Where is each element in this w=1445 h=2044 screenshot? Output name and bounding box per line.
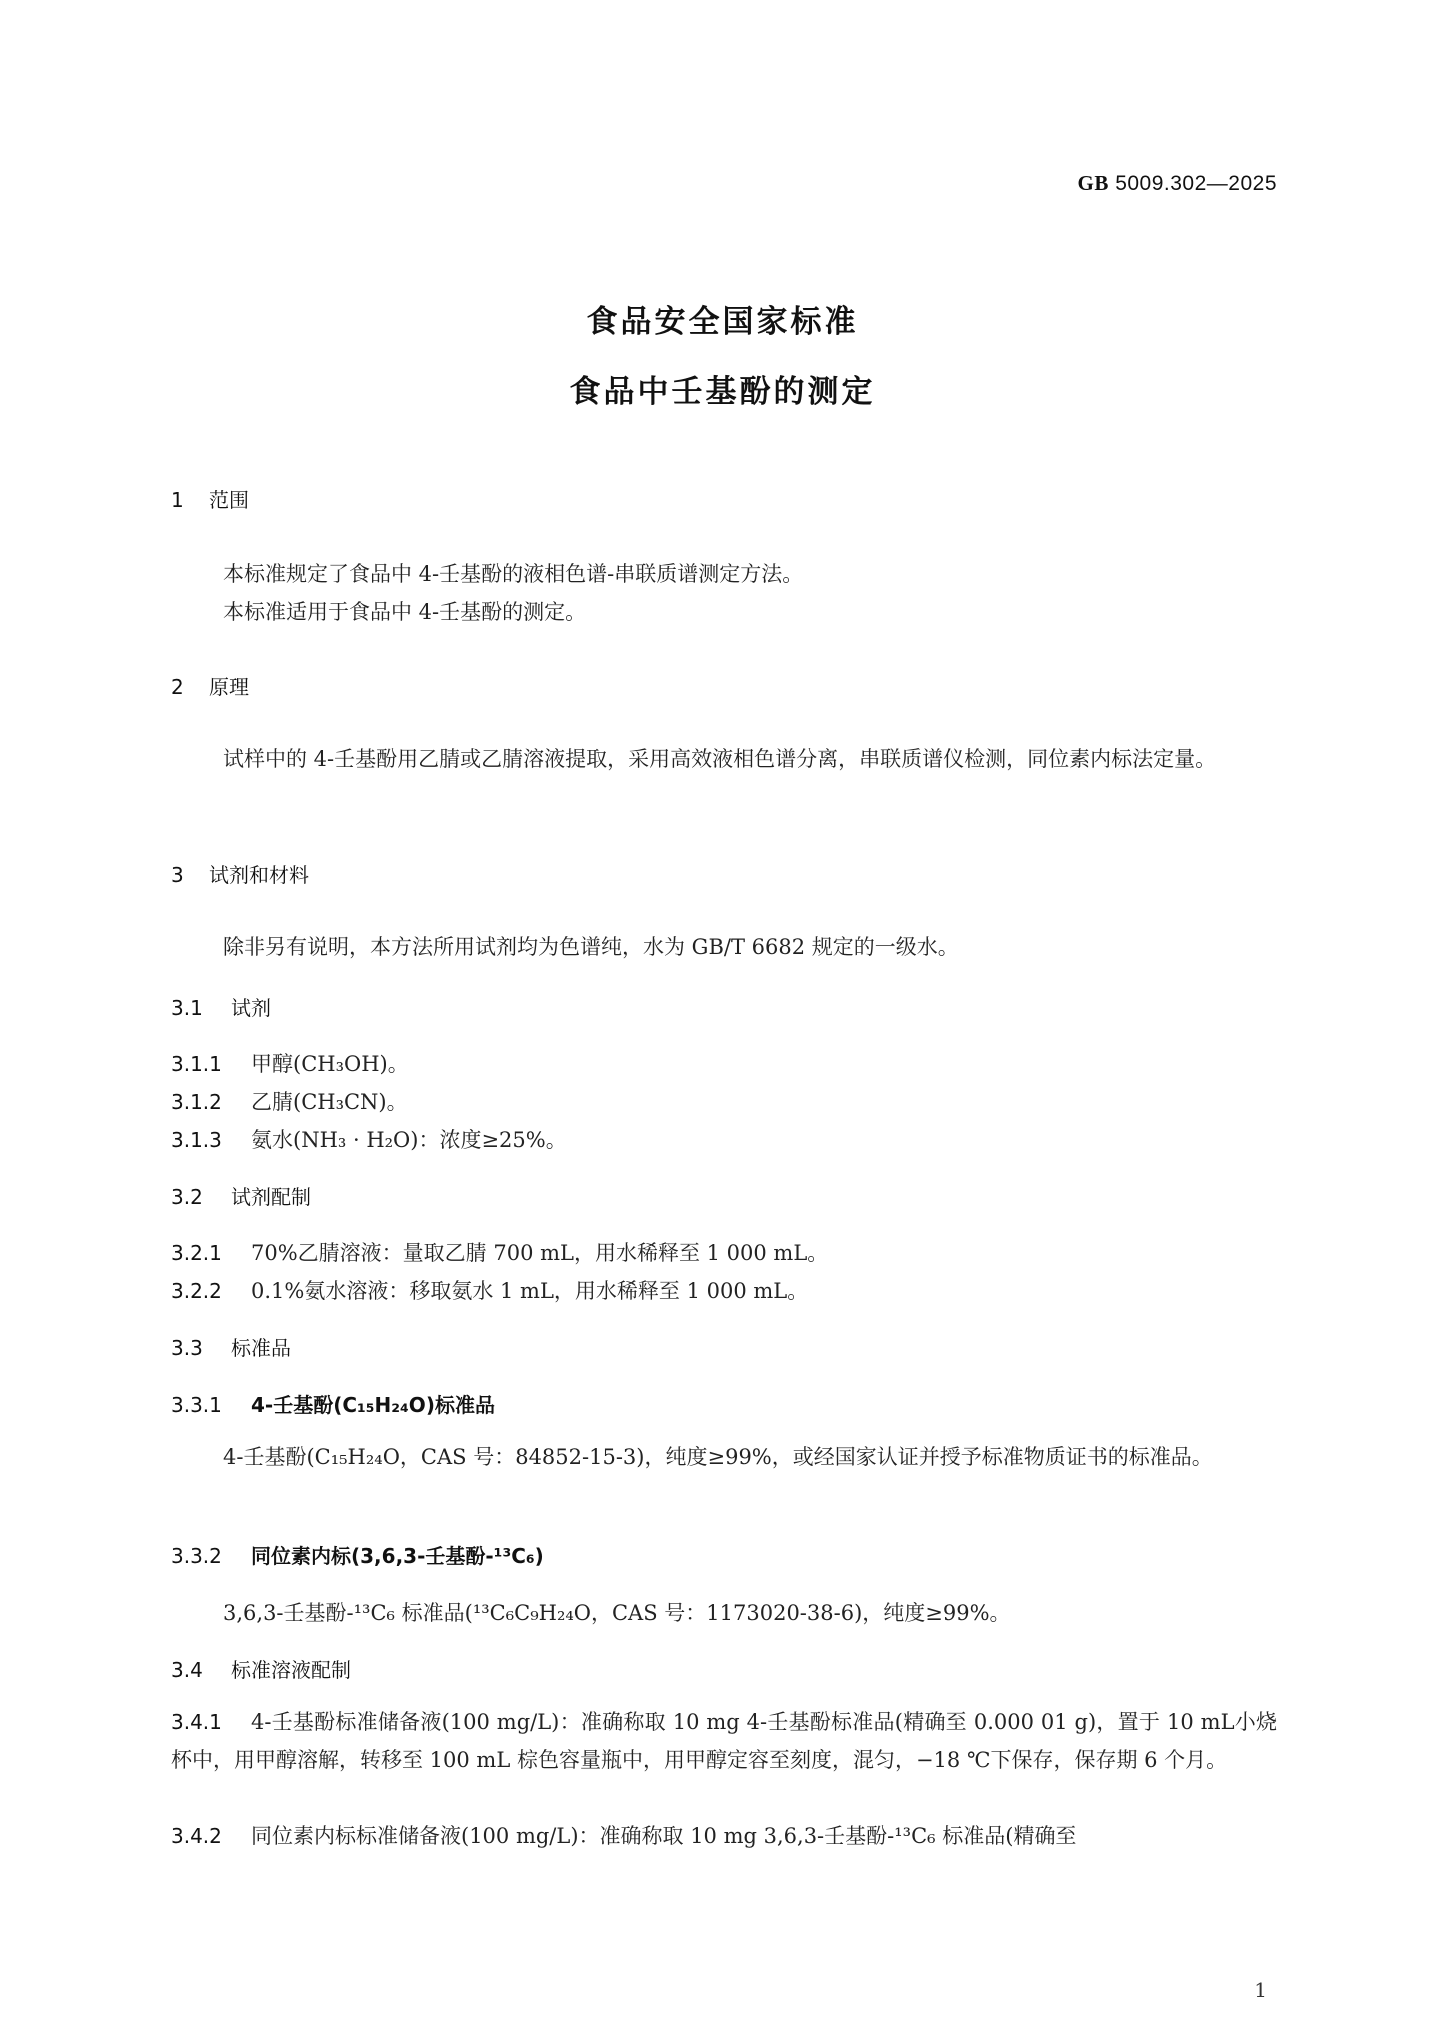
- paragraph: 本标准规定了食品中 4-壬基酚的液相色谱-串联质谱测定方法。: [223, 562, 804, 586]
- clause-title: 同位素内标(3,6,3-壬基酚-¹³C₆): [251, 1544, 544, 1568]
- clause-number: 3.3.2: [171, 1544, 222, 1568]
- subsection-heading-3-1: [171, 992, 271, 1021]
- clause-text: 乙腈(CH₃CN)。: [251, 1090, 408, 1114]
- clause-heading-3-3-2: [171, 1540, 544, 1569]
- clause-3-1-1: [171, 1048, 409, 1078]
- subsection-title: 试剂配制: [231, 1185, 311, 1209]
- clause-text: 70%乙腈溶液：量取乙腈 700 mL，用水稀释至 1 000 mL。: [251, 1241, 829, 1265]
- clause-text: 0.1%氨水溶液：移取氨水 1 mL，用水稀释至 1 000 mL。: [251, 1279, 809, 1303]
- standard-prefix: GB: [1077, 171, 1109, 195]
- clause-text: 4-壬基酚标准储备液(100 mg/L)：准确称取 10 mg 4-壬基酚标准品(精确至 0.000 01 g)，置于 10 mL小烧杯中，用甲醇溶解，转移至 100 mL 棕色容量瓶中，用甲醇定容至刻度，混匀，−18 ℃下保存，保存期 6 个月。: [171, 1710, 1277, 1772]
- paragraph: 试样中的 4-壬基酚用乙腈或乙腈溶液提取，采用高效液相色谱分离，串联质谱仪检测，同位素内标法定量。: [223, 747, 1217, 771]
- standard-number: [1078, 171, 1278, 196]
- clause-number: 3.2.2: [171, 1279, 222, 1303]
- subsection-heading-3-3: [171, 1332, 291, 1361]
- section-heading-3: [171, 859, 309, 888]
- clause-3-1-3: [171, 1124, 567, 1154]
- page-number: 1: [1254, 1978, 1267, 2002]
- document-subtitle: 食品中壬基酚的测定: [569, 374, 876, 410]
- section-heading-2: [171, 671, 249, 700]
- section-title: 范围: [209, 488, 249, 512]
- section-heading-1: [171, 484, 249, 513]
- subsection-number: 3.4: [171, 1658, 203, 1682]
- section-number: 2: [171, 675, 184, 699]
- standard-code: 5009.302—2025: [1115, 172, 1277, 195]
- section-title: 试剂和材料: [209, 863, 309, 887]
- clause-3-4-1: [171, 1703, 1277, 1779]
- subsection-title: 标准溶液配制: [231, 1658, 351, 1682]
- paragraph: 除非另有说明，本方法所用试剂均为色谱纯，水为 GB/T 6682 规定的一级水。: [223, 935, 959, 959]
- clause-number: 3.3.1: [171, 1393, 222, 1417]
- document-title: 食品安全国家标准: [586, 304, 859, 340]
- clause-text: 氨水(NH₃ · H₂O)：浓度≥25%。: [251, 1128, 567, 1152]
- clause-number: 3.4.2: [171, 1824, 222, 1848]
- section-number: 1: [171, 488, 184, 512]
- subsection-heading-3-2: [171, 1181, 311, 1210]
- section-number: 3: [171, 863, 184, 887]
- clause-heading-3-3-1: [171, 1389, 495, 1418]
- paragraph: 本标准适用于食品中 4-壬基酚的测定。: [223, 600, 587, 624]
- paragraph: 4-壬基酚(C₁₅H₂₄O，CAS 号：84852-15-3)，纯度≥99%，或经国家认证并授予标准物质证书的标准品。: [223, 1445, 1213, 1469]
- subsection-heading-3-4: [171, 1654, 351, 1683]
- clause-3-4-2: [171, 1817, 1277, 1855]
- subsection-number: 3.2: [171, 1185, 203, 1209]
- section-title: 原理: [209, 675, 249, 699]
- clause-text: 甲醇(CH₃OH)。: [251, 1052, 409, 1076]
- clause-title: 4-壬基酚(C₁₅H₂₄O)标准品: [251, 1393, 495, 1417]
- clause-number: 3.1.2: [171, 1090, 222, 1114]
- clause-3-2-1: [171, 1237, 828, 1267]
- clause-3-1-2: [171, 1086, 408, 1116]
- paragraph: 3,6,3-壬基酚-¹³C₆ 标准品(¹³C₆C₉H₂₄O，CAS 号：1173020-38-6)，纯度≥99%。: [223, 1601, 1011, 1625]
- subsection-number: 3.1: [171, 996, 203, 1020]
- subsection-title: 试剂: [231, 996, 271, 1020]
- clause-3-2-2: [171, 1275, 808, 1305]
- subsection-title: 标准品: [231, 1336, 291, 1360]
- clause-number: 3.4.1: [171, 1710, 222, 1734]
- clause-number: 3.1.1: [171, 1052, 222, 1076]
- clause-text: 同位素内标标准储备液(100 mg/L)：准确称取 10 mg 3,6,3-壬基酚-¹³C₆ 标准品(精确至: [251, 1824, 1077, 1848]
- clause-number: 3.2.1: [171, 1241, 222, 1265]
- subsection-number: 3.3: [171, 1336, 203, 1360]
- clause-number: 3.1.3: [171, 1128, 222, 1152]
